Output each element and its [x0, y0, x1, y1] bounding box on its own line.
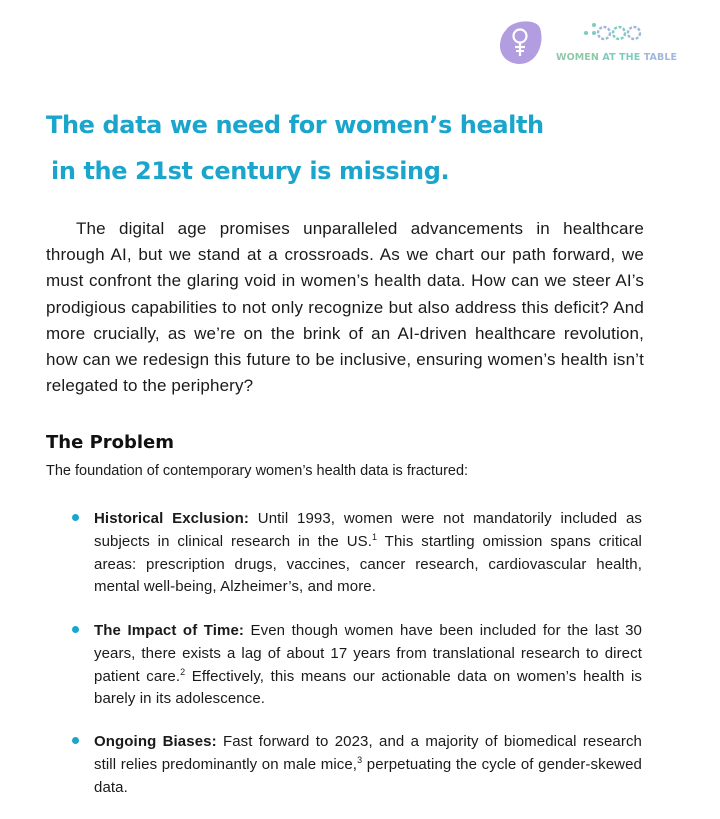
women-at-the-table-logo [556, 20, 686, 76]
bullet-item-historical-exclusion [94, 508, 642, 599]
venus-logo-icon [496, 18, 544, 66]
bullet-body-cont: Effectively, this means our actionable data on women’s health is barely in its adolescence. [94, 667, 642, 708]
bullet-body: Until 1993, women were not mandatorily included as subjects in clinical research in the US. [94, 510, 642, 550]
bullet-dot-icon [72, 737, 79, 744]
logo-word-table: TABLE [643, 52, 678, 63]
bullet-body-cont: perpetuating the cycle of gender-skewed data. [94, 755, 642, 796]
bullet-body: Fast forward to 2023, and a majority of biomedical research still relies predominantly on male mice, [94, 733, 642, 773]
bullet-text [94, 731, 642, 799]
gear-dots-icon [582, 20, 652, 46]
bullet-text [94, 508, 642, 599]
header-logos [496, 18, 696, 78]
bullet-body: Even though women have been included for the last 30 years, there exists a lag of about 17 years from translational research to direct patient care. [94, 622, 642, 685]
logo-wordmark [556, 52, 686, 63]
section-subheading: The foundation of contemporary women’s health data is fractured: [46, 463, 469, 479]
intro-paragraph: The digital age promises unparalleled advancements in healthcare through AI, but we stand at a crossroads. As we chart our path forward, we must confront the glaring void in women’s health data. How can we steer AI’s prodigious capabilities to not only recognize but also address this deficit? And more crucially, as we’re on the brink of an AI-driven healthcare revolution, how can we redesign this future to be inclusive, ensuring women’s health isn’t relegated to the periphery? [46, 219, 644, 396]
bullet-term: Ongoing Biases: [94, 733, 217, 750]
logo-word-at-the: AT THE [602, 52, 644, 63]
footnote-ref[interactable]: 3 [357, 754, 363, 765]
bullet-item-ongoing-biases [94, 731, 642, 799]
bullet-term: Historical Exclusion: [94, 510, 249, 527]
bullet-text [94, 620, 642, 711]
bullet-dot-icon [72, 626, 79, 633]
footnote-ref[interactable]: 1 [372, 531, 378, 542]
page-title-line-1: The data we need for women’s health [46, 111, 544, 139]
bullet-body-cont: This startling omission spans critical areas: prescription drugs, vaccines, cancer research, cardiovascular health, mental well-being, Alzheimer’s, and more. [94, 532, 642, 596]
section-heading: The Problem [46, 432, 175, 453]
bullet-item-impact-of-time [94, 620, 642, 711]
page-title [46, 102, 544, 194]
page-title-line-2: in the 21st century is missing. [51, 157, 450, 185]
logo-word-women: WOMEN [556, 52, 603, 63]
bullet-dot-icon [72, 514, 79, 521]
bullet-term: The Impact of Time: [94, 622, 245, 639]
footnote-ref[interactable]: 2 [180, 666, 186, 677]
